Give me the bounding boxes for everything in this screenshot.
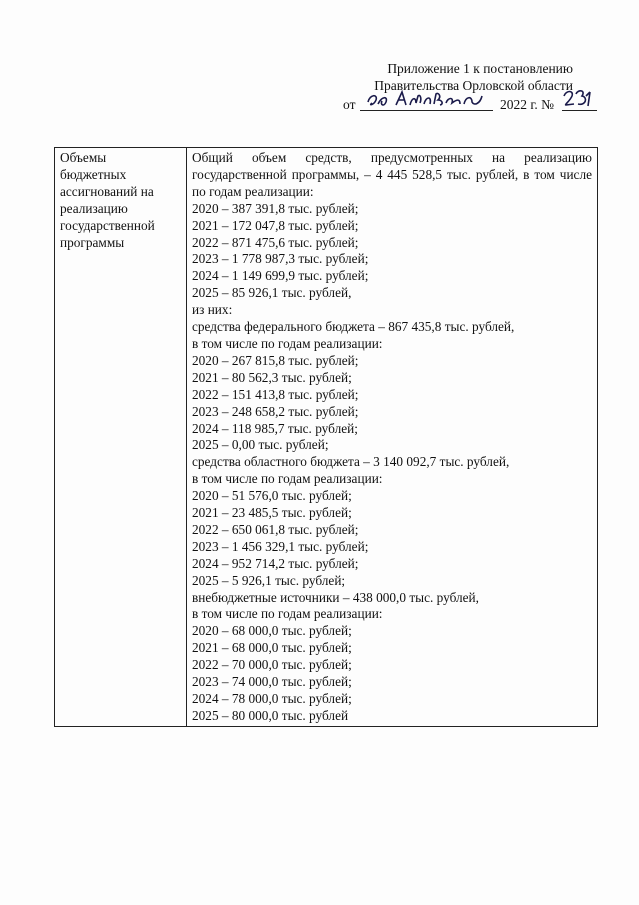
federal-year-item: 2023 – 248 658,2 тыс. рублей; xyxy=(192,403,359,419)
label-line: государственной xyxy=(60,217,155,233)
label-line: бюджетных xyxy=(60,166,127,182)
extrabudgetary-subtitle: в том числе по годам реализации: xyxy=(192,606,383,622)
number-underline xyxy=(562,110,597,111)
total-year-item: 2021 – 172 047,8 тыс. рублей; xyxy=(192,217,359,233)
table-row xyxy=(55,148,598,727)
extrabudgetary-year-item: 2024 – 78 000,0 тыс. рублей; xyxy=(192,691,352,706)
federal-year-item: 2025 – 0,00 тыс. рублей; xyxy=(192,437,329,453)
federal-budget-subtitle: в том числе по годам реализации: xyxy=(192,335,383,351)
federal-year-item: 2024 – 118 985,7 тыс. рублей; xyxy=(192,420,358,436)
extrabudgetary-year-item: 2021 – 68 000,0 тыс. рублей; xyxy=(192,640,352,656)
date-underline xyxy=(360,110,493,111)
regional-year-item: 2025 – 5 926,1 тыс. рублей; xyxy=(192,572,346,588)
intro-text: Общий объем средств, предусмотренных на реализацию государственной программы, – 4 445 528,5 тыс. рублей, в том числе по годам реализации: xyxy=(192,150,592,199)
label-cell xyxy=(55,148,187,727)
federal-year-item: 2020 – 267 815,8 тыс. рублей; xyxy=(192,352,359,368)
year-and-number-label: 2022 г. № xyxy=(500,97,555,112)
handwritten-date xyxy=(364,88,488,110)
header-date-number-line xyxy=(300,94,600,114)
extrabudgetary-year-item: 2020 – 68 000,0 тыс. рублей; xyxy=(192,623,352,639)
regional-budget-title: средства областного бюджета – 3 140 092,7 тыс. рублей, xyxy=(192,454,510,470)
label-line: ассигнований на xyxy=(60,183,154,199)
label-line: Объемы xyxy=(60,150,107,165)
document-header xyxy=(300,60,600,114)
total-year-item: 2022 – 871 475,6 тыс. рублей; xyxy=(192,234,359,250)
regional-year-item: 2021 – 23 485,5 тыс. рублей; xyxy=(192,505,352,521)
extrabudgetary-year-item: 2025 – 80 000,0 тыс. рублей xyxy=(192,707,349,723)
date-prefix: от xyxy=(343,97,356,112)
total-year-item: 2025 – 85 926,1 тыс. рублей, xyxy=(192,285,352,301)
total-year-item: 2024 – 1 149 699,9 тыс. рублей; xyxy=(192,268,369,284)
total-year-item: 2020 – 387 391,8 тыс. рублей; xyxy=(192,200,359,216)
header-line-2: Правительства Орловской области xyxy=(374,78,573,93)
budget-table xyxy=(54,147,598,727)
header-line-1: Приложение 1 к постановлению xyxy=(387,61,573,76)
federal-year-item: 2021 – 80 562,3 тыс. рублей; xyxy=(192,369,352,385)
regional-year-item: 2022 – 650 061,8 тыс. рублей; xyxy=(192,521,359,537)
handwritten-number xyxy=(562,88,598,110)
regional-budget-subtitle: в том числе по годам реализации: xyxy=(192,471,383,487)
regional-year-item: 2023 – 1 456 329,1 тыс. рублей; xyxy=(192,538,369,554)
federal-budget-title: средства федерального бюджета – 867 435,8 тыс. рублей, xyxy=(192,319,515,335)
extrabudgetary-title: внебюджетные источники – 438 000,0 тыс. рублей, xyxy=(192,589,479,605)
of-them-label: из них: xyxy=(192,302,233,318)
regional-year-item: 2020 – 51 576,0 тыс. рублей; xyxy=(192,488,352,504)
extrabudgetary-year-item: 2022 – 70 000,0 тыс. рублей; xyxy=(192,657,352,673)
extrabudgetary-year-item: 2023 – 74 000,0 тыс. рублей; xyxy=(192,674,352,690)
federal-year-item: 2022 – 151 413,8 тыс. рублей; xyxy=(192,386,359,402)
label-line: программы xyxy=(60,234,125,250)
label-line: реализацию xyxy=(60,200,128,216)
total-year-item: 2023 – 1 778 987,3 тыс. рублей; xyxy=(192,251,369,267)
regional-year-item: 2024 – 952 714,2 тыс. рублей; xyxy=(192,555,359,571)
content-cell xyxy=(187,148,598,727)
